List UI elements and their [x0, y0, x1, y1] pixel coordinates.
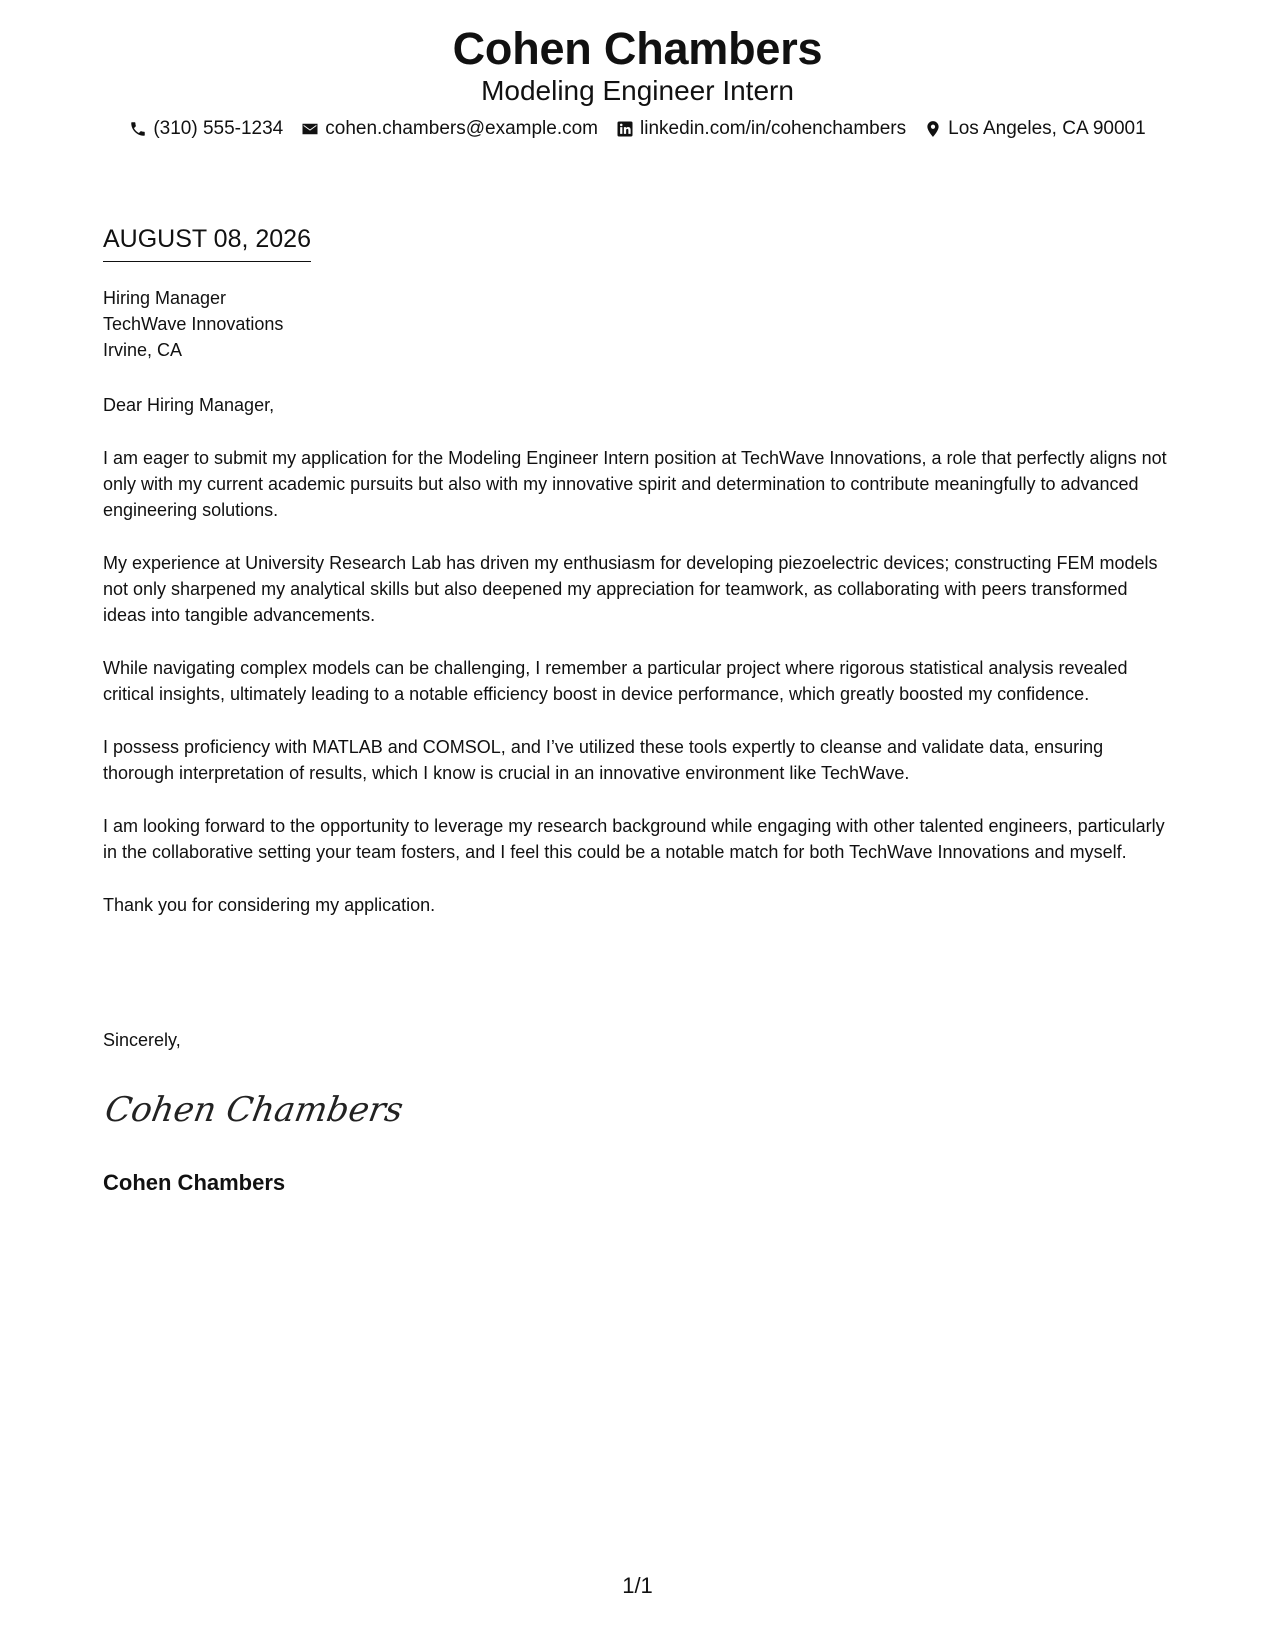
body-paragraph: I possess proficiency with MATLAB and COMSOL, and I’ve utilized these tools expertly to cleanse and validate data, ensuring thorough interpretation of results, which I know is crucial in an innovative environment like TechWave.	[103, 736, 1104, 784]
body-paragraph: I am looking forward to the opportunity to leverage my research background while engaging with other talented engineers, particularly in the collaborative setting your team fosters, and I feel this could be a notable match for both TechWave Innovations and myself.	[103, 815, 1165, 863]
contact-email	[301, 116, 598, 142]
envelope-icon	[301, 120, 319, 138]
closing-salutation: Sincerely,	[103, 1030, 181, 1050]
applicant-title: Modeling Engineer Intern	[481, 75, 794, 106]
body-paragraph: My experience at University Research Lab has driven my enthusiasm for developing piezoelectric devices; constructing FEM models not only sharpened my analytical skills but also deepened my appreciation for teamwork, as collaborating with peers transformed ideas into tangible advancements.	[103, 552, 1158, 626]
letter-header	[0, 22, 1275, 142]
recipient-line: Irvine, CA	[103, 340, 183, 360]
recipient-address	[103, 285, 283, 363]
body-paragraph: While navigating complex models can be challenging, I remember a particular project where rigorous statistical analysis revealed critical insights, ultimately leading to a notable efficiency boost in device performance, which greatly boosted my confidence.	[103, 657, 1128, 705]
linkedin-icon	[616, 120, 634, 138]
email-address: cohen.chambers@example.com	[325, 118, 598, 139]
location-text: Los Angeles, CA 90001	[948, 118, 1146, 139]
recipient-line: TechWave Innovations	[103, 314, 284, 334]
phone-icon	[129, 120, 147, 138]
letter-date: AUGUST 08, 2026	[103, 223, 311, 262]
applicant-name: Cohen Chambers	[452, 23, 823, 74]
svg-text:Cohen Chambers: Cohen Chambers	[102, 1090, 407, 1130]
handwritten-signature	[102, 1085, 407, 1135]
letter-body	[103, 392, 1173, 944]
contact-location	[924, 116, 1146, 142]
page-indicator: 1/1	[622, 1573, 653, 1598]
recipient-line: Hiring Manager	[103, 288, 227, 308]
contact-phone	[129, 116, 283, 142]
linkedin-url: linkedin.com/in/cohenchambers	[640, 118, 907, 139]
contact-linkedin	[616, 116, 906, 142]
greeting: Dear Hiring Manager,	[103, 395, 275, 415]
map-marker-icon	[924, 120, 942, 138]
body-paragraph: I am eager to submit my application for the Modeling Engineer Intern position at TechWave Innovations, a role that perfectly aligns not only with my current academic pursuits but also with my innovative spirit and determination to contribute meaningfully to advanced engineering solutions.	[103, 447, 1167, 521]
contact-bar	[0, 116, 1275, 142]
signed-name: Cohen Chambers	[103, 1170, 286, 1195]
phone-number: (310) 555-1234	[153, 118, 284, 139]
letter-date-block	[103, 223, 311, 262]
body-paragraph: Thank you for considering my application.	[103, 894, 436, 915]
